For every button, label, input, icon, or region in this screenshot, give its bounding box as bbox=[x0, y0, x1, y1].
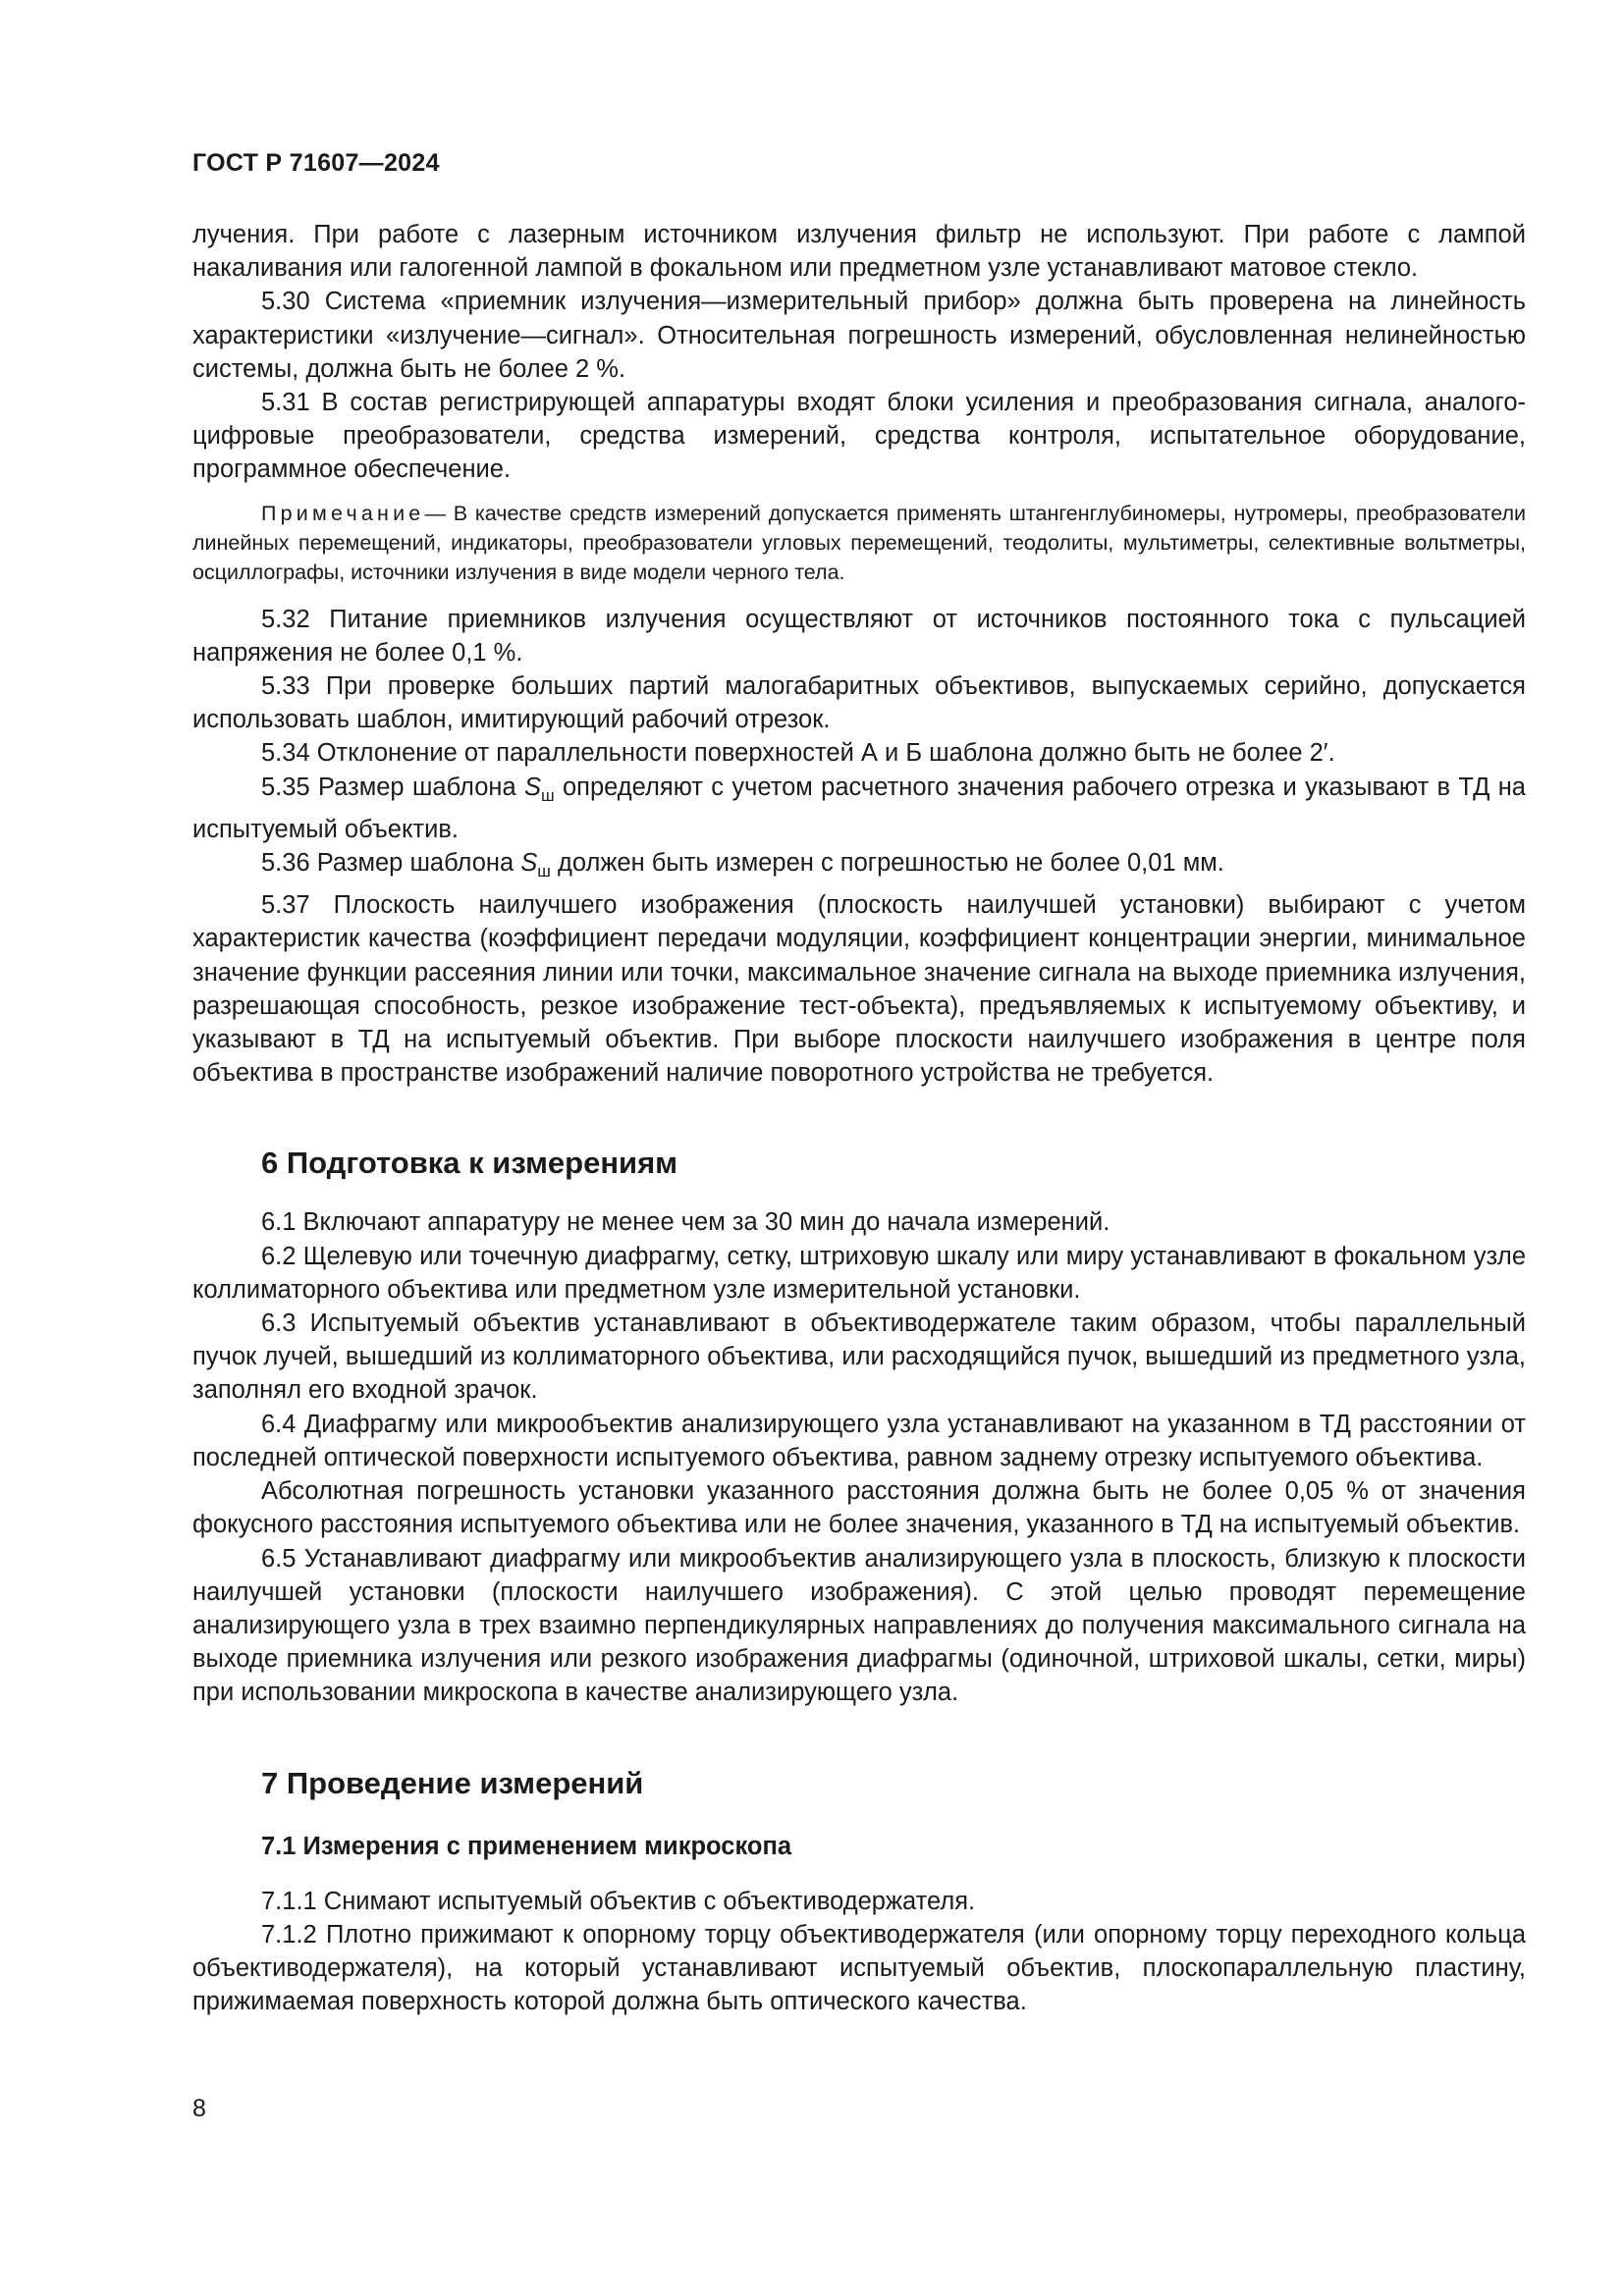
section-6-title: 6 Подготовка к измерениям bbox=[261, 1146, 678, 1181]
paragraph-6-4-accuracy: Абсолютная погрешность установки указанного расстояния должна быть не более 0,05 % от значения фокусного расстояния испытуемого объектива или не более значения, указанного в ТД на испытуемый объектив. bbox=[192, 1477, 1526, 1539]
template-size-subscript: ш bbox=[537, 862, 551, 881]
note-label: Примечание bbox=[261, 501, 425, 525]
paragraph-6-5: 6.5 Устанавливают диафрагму или микрообъектив анализирующего узла в плоскость, близкую к плоскости наилучшей установки (плоскости наилучшего изображения). С этой целью проводят перемещение анализирующего узла в трех взаимно перпендикулярных направлениях до получения максимального сигнала на выходе приемника излучения или резкого изображения диафрагмы (одиночной, штриховой шкалы, сетки, миры) при использовании микроскопа в качестве анализирующего узла. bbox=[192, 1544, 1526, 1707]
paragraph-6-1: 6.1 Включают аппаратуру не менее чем за 30 мин до начала измерений. bbox=[261, 1208, 1110, 1237]
paragraph-5-33: 5.33 При проверке больших партий малогабаритных объективов, выпускаемых серийно, допускается использовать шаблон, имитирующий рабочий отрезок. bbox=[192, 672, 1526, 734]
paragraph-5-35 bbox=[192, 771, 1526, 846]
paragraph-6-2: 6.2 Щелевую или точечную диафрагму, сетку, штриховую шкалу или миру устанавливают в фокальном узле коллиматорного объектива или предметном узле измерительной установки. bbox=[192, 1242, 1526, 1304]
page-number: 8 bbox=[192, 2095, 206, 2122]
p535-after: определяют с учетом расчетного значения рабочего отрезка и указывают в ТД на испытуемый объектив. bbox=[192, 773, 1526, 843]
subsection-7-1-title: 7.1 Измерения с применением микроскопа bbox=[261, 1832, 792, 1860]
p536-before: 5.36 Размер шаблона bbox=[261, 849, 521, 878]
paragraph-5-34: 5.34 Отклонение от параллельности поверхностей А и Б шаблона должно быть не более 2′. bbox=[261, 739, 1335, 768]
paragraph-5-37: 5.37 Плоскость наилучшего изображения (плоскость наилучшей установки) выбирают с учетом характеристик качества (коэффициент передачи модуляции, коэффициент концентрации энергии, минимальное значение функции рассеяния линии или точки, максимальное значение сигнала на выходе приемника излучения, разрешающая способность, резкое изображение тест-объекта), предъявляемых к испытуемому объективу, и указывают в ТД на испытуемый объектив. При выборе плоскости наилучшего изображения в центре поля объектива в пространстве изображений наличие поворотного устройства не требуется. bbox=[192, 891, 1526, 1088]
note-block bbox=[192, 499, 1526, 587]
paragraph-5-32: 5.32 Питание приемников излучения осуществляют от источников постоянного тока с пульсацией напряжения не более 0,1 %. bbox=[192, 605, 1526, 667]
p536-after: должен быть измерен с погрешностью не более 0,01 мм. bbox=[550, 849, 1224, 878]
paragraph-7-1-1: 7.1.1 Снимают испытуемый объектив с объективодержателя. bbox=[261, 1887, 976, 1915]
note-paragraph bbox=[192, 499, 1526, 587]
paragraph-5-30: 5.30 Система «приемник излучения—измерительный прибор» должна быть проверена на линейность характеристики «излучение—сигнал». Относительная погрешность измерений, обусловленная нелинейностью системы, должна быть не более 2 %. bbox=[192, 288, 1526, 383]
paragraph-5-31: 5.31 В состав регистрирующей аппаратуры входят блоки усиления и преобразования сигнала, аналого-цифровые преобразователи, средства измерений, средства контроля, испытательное оборудование, программное обеспечение. bbox=[192, 389, 1526, 484]
document-header: ГОСТ Р 71607—2024 bbox=[192, 149, 440, 177]
paragraph-5-36 bbox=[192, 846, 1526, 888]
p535-before: 5.35 Размер шаблона bbox=[261, 773, 524, 801]
note-text: — В качестве средств измерений допускается применять штангенглубиномеры, нутромеры, преобразователи линейных перемещений, индикаторы, преобразователи угловых перемещений, теодолиты, мультиметры, селективные вольтметры, осциллографы, источники излучения в виде модели черного тела. bbox=[192, 501, 1526, 584]
paragraph-6-3: 6.3 Испытуемый объектив устанавливают в объективодержателе таким образом, чтобы параллельный пучок лучей, вышедший из коллиматорного объектива, или расходящийся пучок, вышедший из предметного узла, заполнял его входной зрачок. bbox=[192, 1309, 1526, 1405]
template-size-symbol: S bbox=[524, 773, 542, 801]
paragraph-7-1-2: 7.1.2 Плотно прижимают к опорному торцу объективодержателя (или опорному торцу переходного кольца объективодержателя), на который устанавливают испытуемый объектив, плоскопараллельную пластину, прижимаемая поверхность которой должна быть оптического качества. bbox=[192, 1920, 1526, 2016]
paragraph-6-4: 6.4 Диафрагму или микрообъектив анализирующего узла устанавливают на указанном в ТД расстоянии от последней оптической поверхности испытуемого объектива, равном заднему отрезку испытуемого объектива. bbox=[192, 1410, 1526, 1471]
template-size-symbol: S bbox=[520, 849, 538, 878]
paragraph-continuation: лучения. При работе с лазерным источником излучения фильтр не используют. При работе с лампой накаливания или галогенной лампой в фокальном или предметном узле устанавливают матовое стекло. bbox=[192, 221, 1526, 283]
section-7-title: 7 Проведение измерений bbox=[261, 1765, 644, 1800]
template-size-subscript: ш bbox=[541, 785, 555, 805]
document-body bbox=[192, 218, 1526, 2018]
